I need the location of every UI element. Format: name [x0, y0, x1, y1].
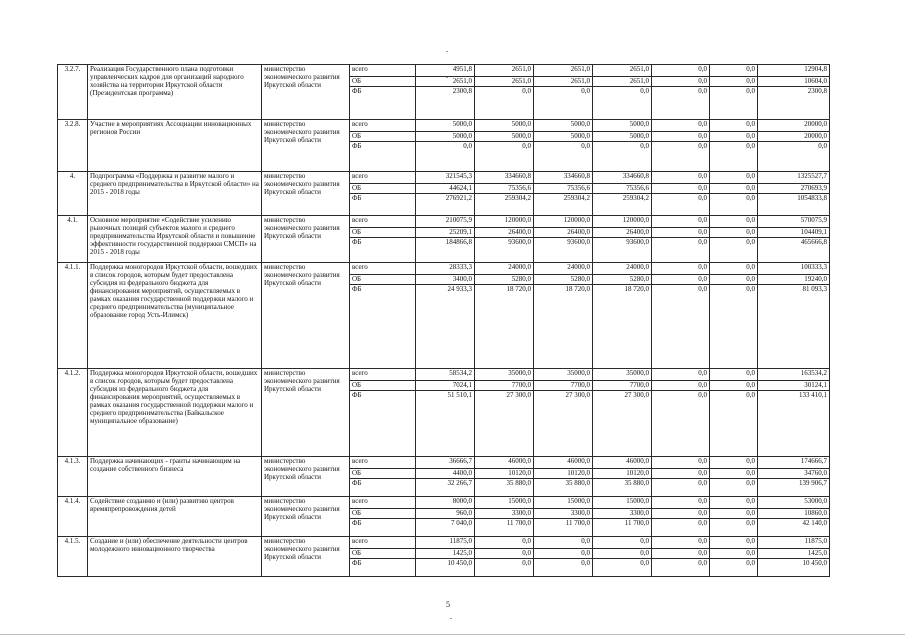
funding-source: всего — [350, 263, 416, 275]
activity-description: Поддержка моногородов Иркутской области, вошедших в список городов, которым будет предоставлена субсидия из федерального бюджета для финансирования мероприятий, осуществляемых в рамках оказания государственной поддержки малого и среднего предпринимательства (муниципальное образование город Усть-Илимск) — [88, 263, 262, 369]
amount-cell: 0,0 — [593, 549, 652, 559]
row-number: 4.1.4. — [58, 497, 88, 537]
amount-cell: 5000,0 — [593, 132, 652, 142]
amount-cell: 0,0 — [652, 537, 710, 549]
amount-cell: 0,0 — [710, 519, 758, 537]
responsible-executor: министерство экономического развития Иркутской области — [262, 263, 350, 369]
amount-total: 20000,0 — [758, 120, 830, 132]
scan-speck — [446, 77, 448, 78]
table-row — [58, 497, 830, 509]
amount-cell: 5000,0 — [593, 120, 652, 132]
amount-cell: 5000,0 — [416, 132, 475, 142]
row-number: 3.2.8. — [58, 120, 88, 172]
amount-cell: 0,0 — [710, 549, 758, 559]
amount-cell: 7700,0 — [593, 381, 652, 391]
amount-cell: 0,0 — [710, 132, 758, 142]
responsible-executor: министерство экономического развития Иркутской области — [262, 172, 350, 216]
funding-source: всего — [350, 172, 416, 184]
amount-cell: 0,0 — [652, 228, 710, 238]
funding-source: ОБ — [350, 132, 416, 142]
amount-cell: 15000,0 — [593, 497, 652, 509]
amount-cell: 0,0 — [652, 275, 710, 285]
page-number: 5 — [446, 600, 450, 609]
scan-speck — [446, 51, 448, 52]
row-number: 4.1.3. — [58, 457, 88, 497]
amount-cell: 75356,6 — [534, 184, 593, 194]
amount-cell: 184866,8 — [416, 238, 475, 263]
amount-total: 19240,0 — [758, 275, 830, 285]
amount-cell: 3300,0 — [593, 509, 652, 519]
table-row — [58, 263, 830, 275]
amount-cell: 24 933,3 — [416, 285, 475, 369]
amount-cell: 0,0 — [652, 65, 710, 77]
amount-total: 465666,8 — [758, 238, 830, 263]
amount-cell: 0,0 — [710, 391, 758, 457]
amount-cell: 2651,0 — [534, 65, 593, 77]
amount-total: 81 093,3 — [758, 285, 830, 369]
amount-cell: 0,0 — [652, 194, 710, 216]
amount-cell: 0,0 — [652, 142, 710, 172]
activity-description: Участие в мероприятиях Ассоциации инновационных регионов России — [88, 120, 262, 172]
row-number: 4.1.2. — [58, 369, 88, 457]
row-number: 3.2.7. — [58, 65, 88, 120]
amount-total: 0,0 — [758, 142, 830, 172]
funding-source: ФБ — [350, 285, 416, 369]
amount-cell: 51 510,1 — [416, 391, 475, 457]
amount-cell: 93600,0 — [593, 238, 652, 263]
amount-cell: 321545,3 — [416, 172, 475, 184]
amount-cell: 0,0 — [475, 559, 534, 577]
responsible-executor: министерство экономического развития Иркутской области — [262, 216, 350, 263]
amount-cell: 15000,0 — [475, 497, 534, 509]
amount-cell: 0,0 — [652, 509, 710, 519]
amount-cell: 8000,0 — [416, 497, 475, 509]
amount-cell: 5000,0 — [534, 132, 593, 142]
amount-total: 1425,0 — [758, 549, 830, 559]
amount-cell: 0,0 — [710, 537, 758, 549]
amount-cell: 0,0 — [416, 142, 475, 172]
amount-cell: 5280,0 — [593, 275, 652, 285]
amount-cell: 0,0 — [710, 369, 758, 381]
amount-total: 53000,0 — [758, 497, 830, 509]
amount-cell: 27 300,0 — [534, 391, 593, 457]
scan-speck — [450, 618, 452, 619]
amount-cell: 4951,8 — [416, 65, 475, 77]
amount-total: 133 410,1 — [758, 391, 830, 457]
amount-total: 10 450,0 — [758, 559, 830, 577]
funding-source: всего — [350, 537, 416, 549]
amount-cell: 2651,0 — [593, 65, 652, 77]
amount-cell: 0,0 — [652, 391, 710, 457]
amount-cell: 334660,8 — [593, 172, 652, 184]
funding-source: ОБ — [350, 469, 416, 479]
amount-cell: 259304,2 — [534, 194, 593, 216]
amount-cell: 0,0 — [652, 172, 710, 184]
funding-source: ФБ — [350, 194, 416, 216]
amount-cell: 0,0 — [710, 120, 758, 132]
amount-cell: 24000,0 — [534, 263, 593, 275]
funding-source: ОБ — [350, 184, 416, 194]
amount-cell: 5000,0 — [416, 120, 475, 132]
amount-cell: 0,0 — [534, 559, 593, 577]
amount-total: 139 906,7 — [758, 479, 830, 497]
amount-cell: 0,0 — [710, 172, 758, 184]
amount-cell: 27 300,0 — [475, 391, 534, 457]
amount-cell: 0,0 — [475, 549, 534, 559]
activity-description: Поддержка начинающих - гранты начинающим на создание собственного бизнеса — [88, 457, 262, 497]
row-number: 4.1.1. — [58, 263, 88, 369]
amount-cell: 2651,0 — [534, 77, 593, 87]
amount-cell: 0,0 — [593, 142, 652, 172]
amount-cell: 35 880,0 — [475, 479, 534, 497]
amount-cell: 0,0 — [652, 285, 710, 369]
amount-cell: 24000,0 — [593, 263, 652, 275]
amount-cell: 0,0 — [475, 537, 534, 549]
amount-total: 570075,9 — [758, 216, 830, 228]
amount-cell: 259304,2 — [475, 194, 534, 216]
amount-cell: 0,0 — [534, 87, 593, 120]
amount-cell: 1425,0 — [416, 549, 475, 559]
funding-source: ОБ — [350, 275, 416, 285]
amount-cell: 120000,0 — [475, 216, 534, 228]
amount-cell: 0,0 — [652, 87, 710, 120]
amount-cell: 0,0 — [593, 537, 652, 549]
amount-total: 104409,1 — [758, 228, 830, 238]
responsible-executor: министерство экономического развития Иркутской области — [262, 537, 350, 577]
amount-cell: 0,0 — [710, 479, 758, 497]
activity-description: Реализация Государственного плана подготовки управленческих кадров для организаций народного хозяйства на территории Иркутской области (Президентская программа) — [88, 65, 262, 120]
amount-cell: 26400,0 — [534, 228, 593, 238]
amount-cell: 35 880,0 — [534, 479, 593, 497]
funding-source: ФБ — [350, 479, 416, 497]
amount-cell: 18 720,0 — [593, 285, 652, 369]
amount-cell: 0,0 — [710, 457, 758, 469]
amount-cell: 0,0 — [534, 142, 593, 172]
amount-cell: 7024,1 — [416, 381, 475, 391]
amount-cell: 0,0 — [652, 238, 710, 263]
amount-total: 1325527,7 — [758, 172, 830, 184]
funding-source: ФБ — [350, 559, 416, 577]
amount-total: 2300,8 — [758, 87, 830, 120]
amount-cell: 0,0 — [710, 65, 758, 77]
amount-cell: 0,0 — [710, 381, 758, 391]
amount-cell: 0,0 — [534, 549, 593, 559]
activity-description: Подпрограмма «Поддержка и развитие малого и среднего предпринимательства в Иркутской области» на 2015 - 2018 годы — [88, 172, 262, 216]
amount-cell: 0,0 — [652, 559, 710, 577]
amount-cell: 0,0 — [710, 184, 758, 194]
amount-cell: 0,0 — [652, 132, 710, 142]
amount-cell: 0,0 — [710, 497, 758, 509]
amount-cell: 0,0 — [710, 77, 758, 87]
amount-cell: 10 450,0 — [416, 559, 475, 577]
amount-cell: 32 266,7 — [416, 479, 475, 497]
funding-source: ФБ — [350, 238, 416, 263]
amount-cell: 0,0 — [652, 457, 710, 469]
amount-cell: 0,0 — [475, 142, 534, 172]
funding-source: ФБ — [350, 519, 416, 537]
amount-cell: 18 720,0 — [475, 285, 534, 369]
amount-cell: 15000,0 — [534, 497, 593, 509]
amount-cell: 11875,0 — [416, 537, 475, 549]
amount-cell: 25209,1 — [416, 228, 475, 238]
amount-total: 30124,1 — [758, 381, 830, 391]
amount-cell: 93600,0 — [475, 238, 534, 263]
funding-source: всего — [350, 120, 416, 132]
amount-cell: 44624,1 — [416, 184, 475, 194]
funding-source: всего — [350, 65, 416, 77]
amount-cell: 27 300,0 — [593, 391, 652, 457]
amount-cell: 0,0 — [652, 549, 710, 559]
amount-cell: 259304,2 — [593, 194, 652, 216]
amount-cell: 7 040,0 — [416, 519, 475, 537]
funding-source: всего — [350, 497, 416, 509]
funding-source: всего — [350, 216, 416, 228]
amount-cell: 0,0 — [534, 537, 593, 549]
amount-cell: 0,0 — [652, 469, 710, 479]
amount-cell: 10120,0 — [475, 469, 534, 479]
amount-total: 100333,3 — [758, 263, 830, 275]
amount-cell: 93600,0 — [534, 238, 593, 263]
amount-cell: 210075,9 — [416, 216, 475, 228]
amount-cell: 0,0 — [710, 216, 758, 228]
amount-cell: 5000,0 — [534, 120, 593, 132]
amount-cell: 120000,0 — [593, 216, 652, 228]
amount-total: 174666,7 — [758, 457, 830, 469]
amount-cell: 35 880,0 — [593, 479, 652, 497]
activity-description: Поддержка моногородов Иркутской области, вошедших в список городов, которым будет предоставлена субсидия из федерального бюджета для финансирования мероприятий, осуществляемых в рамках оказания государственной поддержки малого и среднего предпринимательства (Байкальское муниципальное образование) — [88, 369, 262, 457]
funding-source: ОБ — [350, 228, 416, 238]
amount-total: 163534,2 — [758, 369, 830, 381]
amount-cell: 0,0 — [652, 497, 710, 509]
amount-total: 11875,0 — [758, 537, 830, 549]
amount-cell: 4400,0 — [416, 469, 475, 479]
budget-table — [57, 64, 830, 577]
amount-cell: 0,0 — [652, 77, 710, 87]
amount-cell: 0,0 — [710, 194, 758, 216]
amount-cell: 276921,2 — [416, 194, 475, 216]
amount-cell: 5280,0 — [534, 275, 593, 285]
amount-cell: 26400,0 — [475, 228, 534, 238]
row-number: 4.1.5. — [58, 537, 88, 577]
amount-cell: 960,0 — [416, 509, 475, 519]
amount-cell: 120000,0 — [534, 216, 593, 228]
amount-cell: 0,0 — [652, 479, 710, 497]
amount-cell: 11 700,0 — [534, 519, 593, 537]
amount-cell: 10120,0 — [534, 469, 593, 479]
amount-cell: 0,0 — [710, 285, 758, 369]
amount-cell: 58534,2 — [416, 369, 475, 381]
amount-cell: 36666,7 — [416, 457, 475, 469]
table-row — [58, 537, 830, 549]
amount-cell: 24000,0 — [475, 263, 534, 275]
responsible-executor: министерство экономического развития Иркутской области — [262, 65, 350, 120]
amount-cell: 3300,0 — [475, 509, 534, 519]
table-row — [58, 369, 830, 381]
amount-cell: 0,0 — [475, 87, 534, 120]
amount-cell: 0,0 — [710, 509, 758, 519]
amount-cell: 5000,0 — [475, 120, 534, 132]
amount-total: 42 140,0 — [758, 519, 830, 537]
amount-cell: 0,0 — [652, 519, 710, 537]
amount-total: 20000,0 — [758, 132, 830, 142]
amount-cell: 334660,8 — [475, 172, 534, 184]
amount-cell: 2651,0 — [416, 77, 475, 87]
activity-description: Содействие созданию и (или) развитию центров времяпрепровождения детей — [88, 497, 262, 537]
row-number: 4. — [58, 172, 88, 216]
amount-cell: 0,0 — [710, 275, 758, 285]
amount-cell: 0,0 — [652, 120, 710, 132]
amount-cell: 3400,0 — [416, 275, 475, 285]
amount-cell: 0,0 — [710, 142, 758, 172]
responsible-executor: министерство экономического развития Иркутской области — [262, 120, 350, 172]
amount-total: 10860,0 — [758, 509, 830, 519]
amount-cell: 0,0 — [710, 263, 758, 275]
amount-cell: 0,0 — [652, 369, 710, 381]
amount-cell: 2651,0 — [475, 77, 534, 87]
page-bottom-rule — [0, 634, 905, 635]
funding-source: ФБ — [350, 391, 416, 457]
funding-source: ФБ — [350, 87, 416, 120]
amount-cell: 0,0 — [652, 263, 710, 275]
amount-cell: 0,0 — [593, 87, 652, 120]
responsible-executor: министерство экономического развития Иркутской области — [262, 457, 350, 497]
table-row — [58, 457, 830, 469]
activity-description: Создание и (или) обеспечение деятельности центров молодежного инновационного творчества — [88, 537, 262, 577]
responsible-executor: министерство экономического развития Иркутской области — [262, 369, 350, 457]
amount-cell: 0,0 — [652, 184, 710, 194]
funding-source: всего — [350, 457, 416, 469]
amount-cell: 46000,0 — [475, 457, 534, 469]
funding-source: ОБ — [350, 381, 416, 391]
amount-cell: 334660,8 — [534, 172, 593, 184]
amount-cell: 28333,3 — [416, 263, 475, 275]
amount-cell: 2651,0 — [593, 77, 652, 87]
row-number: 4.1. — [58, 216, 88, 263]
amount-cell: 3300,0 — [534, 509, 593, 519]
amount-cell: 35000,0 — [534, 369, 593, 381]
amount-cell: 75356,6 — [593, 184, 652, 194]
funding-source: ОБ — [350, 509, 416, 519]
amount-total: 12904,8 — [758, 65, 830, 77]
amount-cell: 7700,0 — [534, 381, 593, 391]
amount-cell: 5000,0 — [475, 132, 534, 142]
amount-cell: 26400,0 — [593, 228, 652, 238]
amount-cell: 0,0 — [593, 559, 652, 577]
amount-cell: 75356,6 — [475, 184, 534, 194]
amount-cell: 11 700,0 — [475, 519, 534, 537]
amount-total: 1054833,8 — [758, 194, 830, 216]
amount-cell: 5280,0 — [475, 275, 534, 285]
activity-description: Основное мероприятие «Содействие усилению рыночных позиций субъектов малого и среднего предпринимательства Иркутской области и повышение эффективности государственной поддержки СМСП» на 2015 - 2018 годы — [88, 216, 262, 263]
amount-cell: 0,0 — [652, 216, 710, 228]
table-row — [58, 120, 830, 132]
table-row — [58, 216, 830, 228]
amount-cell: 0,0 — [710, 228, 758, 238]
amount-cell: 0,0 — [710, 87, 758, 120]
amount-total: 34760,0 — [758, 469, 830, 479]
amount-cell: 7700,0 — [475, 381, 534, 391]
amount-cell: 46000,0 — [593, 457, 652, 469]
amount-cell: 35000,0 — [593, 369, 652, 381]
amount-cell: 0,0 — [710, 559, 758, 577]
table-row — [58, 172, 830, 184]
amount-cell: 35000,0 — [475, 369, 534, 381]
amount-cell: 0,0 — [710, 238, 758, 263]
funding-source: всего — [350, 369, 416, 381]
amount-cell: 11 700,0 — [593, 519, 652, 537]
amount-cell: 2651,0 — [475, 65, 534, 77]
funding-source: ОБ — [350, 77, 416, 87]
amount-cell: 2300,8 — [416, 87, 475, 120]
amount-total: 10604,0 — [758, 77, 830, 87]
amount-cell: 46000,0 — [534, 457, 593, 469]
amount-total: 270693,9 — [758, 184, 830, 194]
table-row — [58, 65, 830, 77]
amount-cell: 18 720,0 — [534, 285, 593, 369]
responsible-executor: министерство экономического развития Иркутской области — [262, 497, 350, 537]
funding-source: ФБ — [350, 142, 416, 172]
amount-cell: 10120,0 — [593, 469, 652, 479]
amount-cell: 0,0 — [710, 469, 758, 479]
amount-cell: 0,0 — [652, 381, 710, 391]
funding-source: ОБ — [350, 549, 416, 559]
